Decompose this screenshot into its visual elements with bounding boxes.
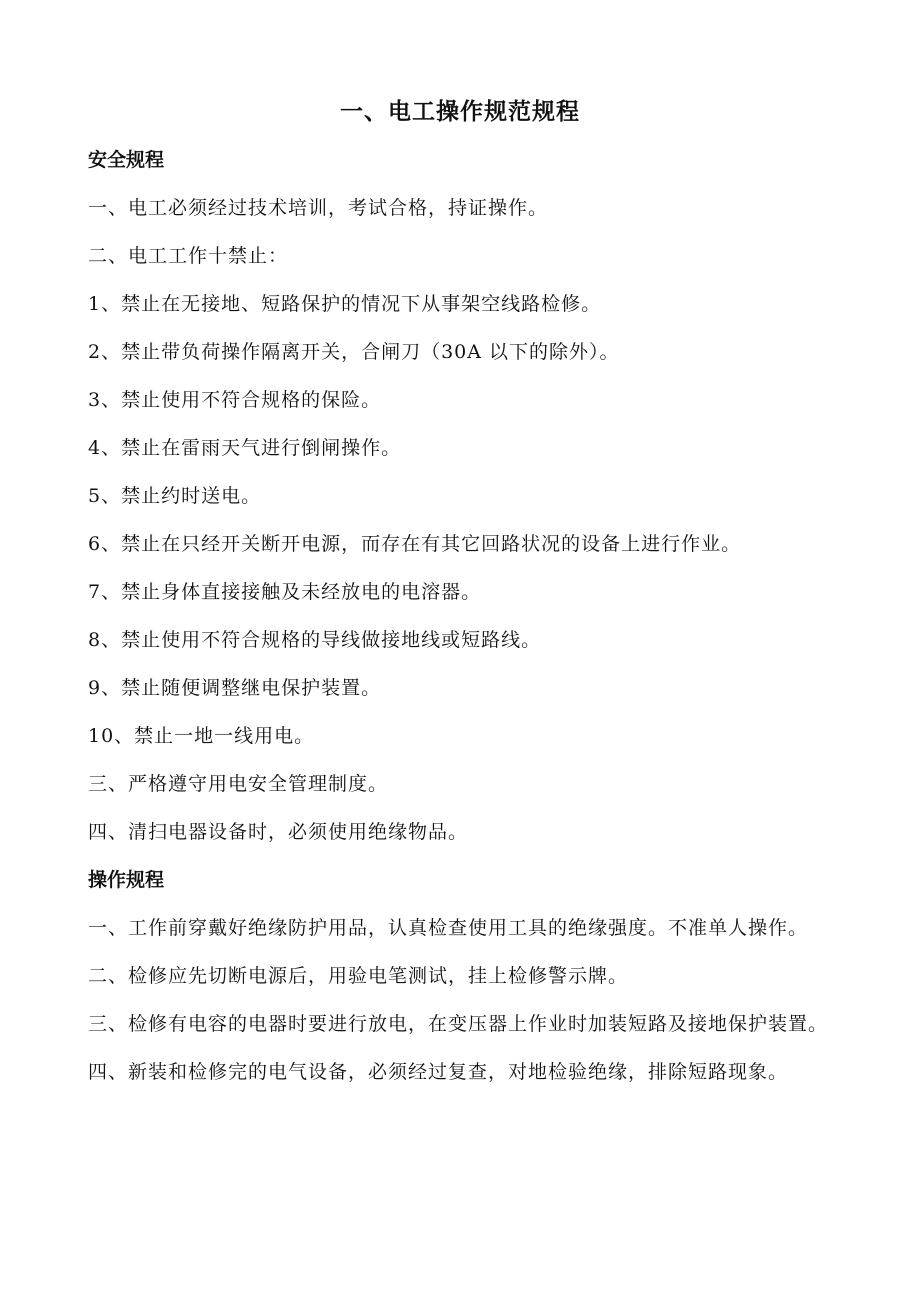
operation-paragraph: 二、检修应先切断电源后，用验电笔测试，挂上检修警示牌。	[88, 965, 629, 987]
safety-line: 7、禁止身体直接接触及未经放电的电溶器。	[88, 581, 482, 603]
safety-line: 四、清扫电器设备时，必须使用绝缘物品。	[88, 821, 469, 843]
safety-line: 6、禁止在只经开关断开电源，而存在有其它回路状况的设备上进行作业。	[88, 533, 742, 555]
safety-line: 1、禁止在无接地、短路保护的情况下从事架空线路检修。	[88, 293, 602, 315]
operation-paragraph: 一、工作前穿戴好绝缘防护用品，认真检查使用工具的绝缘强度。不准单人操作。	[88, 917, 809, 939]
operation-paragraph: 四、新装和检修完的电气设备，必须经过复查，对地检验绝缘，排除短路现象。	[88, 1061, 789, 1083]
safety-section-heading: 安全规程	[88, 149, 165, 171]
operation-section-heading: 操作规程	[88, 869, 165, 891]
document-title: 一、电工操作规范规程	[340, 98, 580, 125]
safety-line: 二、电工工作十禁止：	[88, 245, 289, 267]
safety-line: 8、禁止使用不符合规格的导线做接地线或短路线。	[88, 629, 542, 651]
safety-line: 一、电工必须经过技术培训，考试合格，持证操作。	[88, 197, 549, 219]
operation-paragraph: 三、检修有电容的电器时要进行放电，在变压器上作业时加装短路及接地保护装置。	[88, 1013, 829, 1035]
safety-line: 9、禁止随便调整继电保护装置。	[88, 677, 382, 699]
safety-line: 10、禁止一地一线用电。	[88, 725, 315, 747]
safety-line: 3、禁止使用不符合规格的保险。	[88, 389, 382, 411]
safety-line: 三、严格遵守用电安全管理制度。	[88, 773, 389, 795]
safety-line: 2、禁止带负荷操作隔离开关，合闸刀（30A 以下的除外）。	[88, 341, 620, 363]
safety-line: 4、禁止在雷雨天气进行倒闸操作。	[88, 437, 402, 459]
safety-line: 5、禁止约时送电。	[88, 485, 262, 507]
